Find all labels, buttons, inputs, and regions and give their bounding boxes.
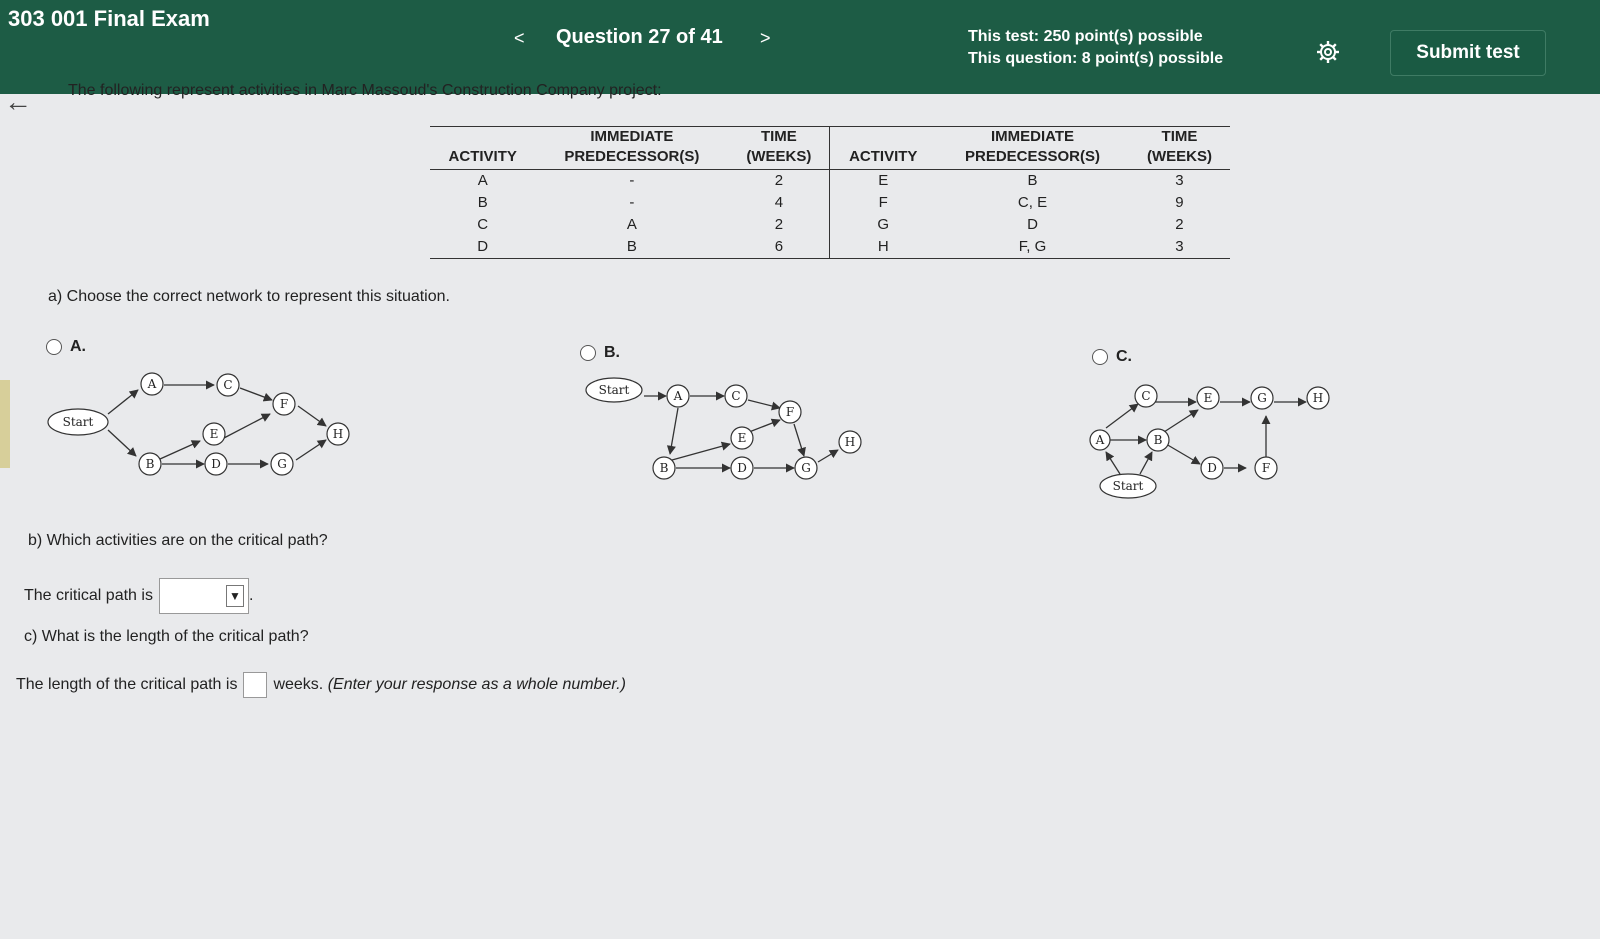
cell: 6 bbox=[728, 236, 830, 259]
network-c-diagram bbox=[1095, 384, 1370, 508]
cell: A bbox=[477, 172, 488, 189]
side-marker bbox=[0, 380, 10, 468]
cell: - bbox=[629, 194, 635, 211]
network-c-label-f: F bbox=[1261, 461, 1271, 475]
option-c[interactable] bbox=[1092, 348, 1132, 366]
cell: D bbox=[430, 236, 535, 259]
cell: 4 bbox=[774, 194, 784, 211]
cell: C bbox=[477, 216, 489, 233]
network-a-start-label: Start bbox=[62, 415, 94, 429]
network-b-label-h: H bbox=[844, 435, 856, 449]
cell: 2 bbox=[774, 216, 784, 233]
network-b-label-a: A bbox=[673, 389, 683, 403]
option-c-label: C. bbox=[1116, 348, 1132, 365]
header-activity-2: ACTIVITY bbox=[830, 127, 936, 170]
network-a-label-f: F bbox=[279, 397, 289, 411]
cell: B bbox=[477, 194, 488, 211]
network-a-label-h: H bbox=[332, 427, 344, 441]
length-answer-line bbox=[16, 672, 626, 698]
header-time-2: TIME (WEEKS) bbox=[1129, 127, 1230, 170]
table-row bbox=[430, 214, 1230, 236]
network-c-label-b: B bbox=[1153, 433, 1163, 447]
table-row bbox=[430, 170, 1230, 193]
cell: 2 bbox=[774, 172, 784, 189]
network-a-label-c: C bbox=[223, 378, 233, 392]
network-c-label-d: D bbox=[1207, 461, 1217, 475]
network-b-diagram bbox=[584, 374, 884, 494]
network-c-label-g: G bbox=[1257, 391, 1267, 405]
network-b-label-g: G bbox=[801, 461, 811, 475]
table-row bbox=[430, 236, 1230, 259]
network-c-label-e: E bbox=[1203, 391, 1213, 405]
header-predecessors-2: IMMEDIATE PREDECESSOR(S) bbox=[936, 127, 1129, 170]
network-a-label-g: G bbox=[277, 457, 287, 471]
cell: 2 bbox=[1175, 216, 1184, 233]
cell: 3 bbox=[1175, 172, 1184, 189]
option-a-label: A. bbox=[70, 338, 86, 355]
test-points: This test: 250 point(s) possible bbox=[968, 28, 1203, 45]
critical-path-answer-line bbox=[24, 578, 253, 614]
option-b-radio[interactable] bbox=[580, 345, 596, 361]
dropdown-arrow-icon[interactable]: ▼ bbox=[226, 585, 244, 607]
length-hint: (Enter your response as a whole number.) bbox=[327, 676, 626, 693]
network-c-label-a: A bbox=[1095, 433, 1105, 447]
exam-title: 303 001 Final Exam bbox=[8, 6, 210, 31]
header-time: TIME (WEEKS) bbox=[728, 127, 830, 170]
option-b[interactable] bbox=[580, 344, 620, 362]
cell: 3 bbox=[1129, 236, 1230, 259]
network-a-label-b: B bbox=[145, 457, 155, 471]
network-b-label-d: D bbox=[737, 461, 747, 475]
part-a-prompt: a) Choose the correct network to represent this situation. bbox=[48, 288, 450, 305]
network-a-diagram bbox=[40, 368, 370, 488]
cell: - bbox=[629, 172, 635, 189]
settings-gear-icon[interactable] bbox=[1316, 40, 1340, 64]
network-a-label-e: E bbox=[209, 427, 219, 441]
points-info bbox=[968, 26, 1223, 70]
cell: C, E bbox=[1017, 194, 1048, 211]
option-b-label: B. bbox=[604, 344, 620, 361]
cell: B bbox=[535, 236, 728, 259]
part-b-prompt: b) Which activities are on the critical path? bbox=[28, 532, 328, 549]
cell: D bbox=[1027, 216, 1038, 233]
next-question-button[interactable]: > bbox=[760, 28, 771, 48]
previous-question-button[interactable]: < bbox=[514, 28, 525, 48]
network-b-start-label: Start bbox=[598, 383, 630, 397]
cell: A bbox=[626, 216, 637, 233]
network-a-label-d: D bbox=[211, 457, 221, 471]
network-b-label-c: C bbox=[731, 389, 741, 403]
table-row bbox=[430, 192, 1230, 214]
critical-path-suffix: . bbox=[248, 587, 254, 604]
cell: H bbox=[830, 236, 936, 259]
header-activity: ACTIVITY bbox=[430, 127, 535, 170]
back-arrow-icon[interactable]: ← bbox=[4, 86, 32, 117]
network-b-label-b: B bbox=[659, 461, 669, 475]
option-c-radio[interactable] bbox=[1092, 349, 1108, 365]
option-a-radio[interactable] bbox=[46, 339, 62, 355]
part-c-prompt: c) What is the length of the critical path? bbox=[24, 628, 309, 645]
length-suffix: weeks. bbox=[273, 676, 324, 693]
cell: F, G bbox=[936, 236, 1129, 259]
network-a-label-a: A bbox=[147, 377, 157, 391]
question-points: This question: 8 point(s) possible bbox=[968, 50, 1224, 67]
question-counter: Question 27 of 41 bbox=[556, 26, 723, 48]
critical-path-length-input[interactable] bbox=[243, 672, 267, 698]
network-c-label-h: H bbox=[1312, 391, 1324, 405]
critical-path-prefix: The critical path is bbox=[24, 587, 153, 604]
option-a[interactable] bbox=[46, 338, 86, 356]
cell: G bbox=[830, 214, 936, 236]
critical-path-dropdown[interactable] bbox=[159, 578, 249, 614]
cell: B bbox=[1027, 172, 1038, 189]
network-c-label-c: C bbox=[1141, 389, 1151, 403]
cell: 9 bbox=[1175, 194, 1184, 211]
network-b-label-e: E bbox=[737, 431, 747, 445]
top-bar bbox=[0, 0, 1600, 94]
cell: E bbox=[830, 170, 936, 193]
cell: F bbox=[830, 192, 936, 214]
submit-test-button[interactable]: Submit test bbox=[1390, 30, 1546, 76]
activity-table bbox=[430, 126, 1230, 259]
network-b-label-f: F bbox=[785, 405, 795, 419]
network-c-start-label: Start bbox=[1112, 479, 1144, 493]
question-intro: The following represent activities in Marc Massoud's Construction Company project: bbox=[68, 82, 662, 99]
header-predecessors: IMMEDIATE PREDECESSOR(S) bbox=[535, 127, 728, 170]
length-prefix: The length of the critical path is bbox=[16, 676, 238, 693]
